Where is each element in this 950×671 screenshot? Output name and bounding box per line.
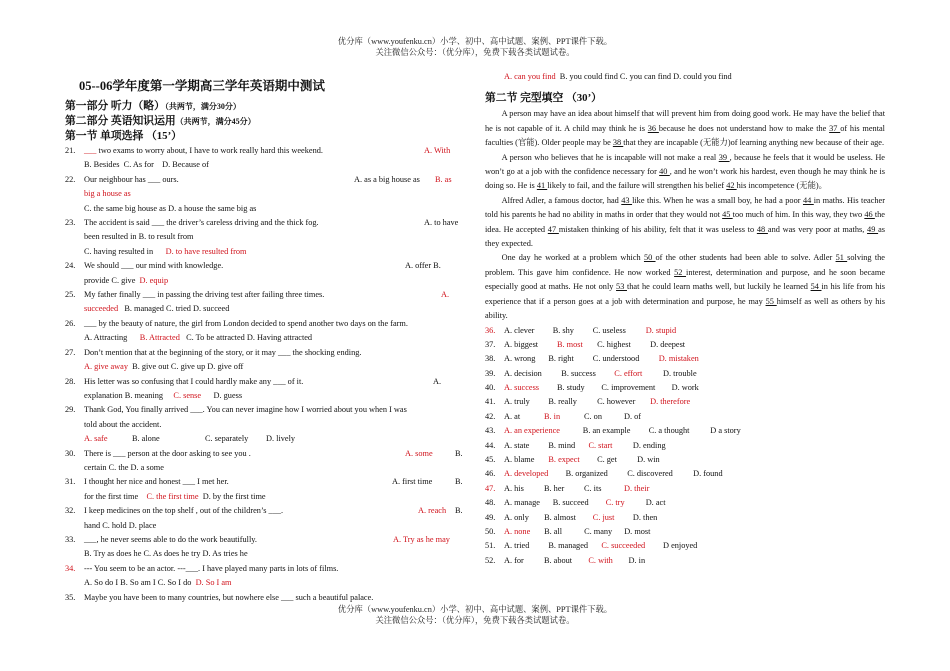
paragraph-text: himself as well as others by his ability. <box>485 296 885 321</box>
options-line2: provide C. give <box>84 275 136 285</box>
option-b: B. success <box>561 368 596 378</box>
question-number: 43. <box>485 426 496 436</box>
cloze-blank: 45 <box>722 210 733 220</box>
question-stem: His letter was so confusing that I could hardly make any ___ of it. <box>84 376 304 386</box>
paragraph-text: because he does not understand how to make the <box>658 123 830 133</box>
option-d: D. work <box>671 383 699 393</box>
option-d: D. ending <box>632 440 666 450</box>
option-b: B. <box>455 448 463 458</box>
section1-heading: 第一节 单项选择 （15’） <box>65 130 182 142</box>
cloze-blank: 51 <box>835 253 848 263</box>
question-stem-cont: told about the accident. <box>84 419 162 429</box>
right-column <box>485 70 885 568</box>
question-number: 30. <box>65 448 76 458</box>
section2-heading: 第二节 完型填空 （30’） <box>485 92 602 105</box>
option-b: B. study <box>557 383 585 393</box>
option-b: B. shy <box>552 325 574 335</box>
option-c: C. a thought <box>648 426 690 436</box>
question-number: 33. <box>65 534 76 544</box>
cloze-option-row <box>485 424 885 438</box>
option-a: A. decision <box>504 368 542 378</box>
option-c: C. highest <box>597 339 631 349</box>
part2-note: （共两节，满分45分） <box>175 117 256 126</box>
question-number: 47. <box>485 483 496 493</box>
question-number: 50. <box>485 526 496 536</box>
question-22 <box>65 173 465 216</box>
option-c: C. improvement <box>601 383 656 393</box>
paragraph-text: solving the problem. This gave him confidence. He now worked <box>485 253 885 277</box>
option-d: D. win <box>637 455 660 465</box>
option-c: C. try <box>605 498 625 508</box>
option-c: C. useless <box>592 325 626 335</box>
header-line-2: 关注微信公众号：（优分库），免费下载各类试题试卷。 <box>375 47 575 57</box>
option-b: B. all <box>544 526 563 536</box>
paragraph-text: like this. When he was a small boy, he had a poor <box>632 195 803 205</box>
cloze-blank: 43 <box>621 195 633 205</box>
option-a: A. biggest <box>504 339 539 349</box>
question-number: 42. <box>485 411 496 421</box>
cloze-option-row <box>485 367 885 381</box>
cloze-option-row <box>485 554 885 568</box>
option-d: D. guess <box>213 390 243 400</box>
option-d: D a story <box>710 426 741 436</box>
question-stem: Don’t mention that at the beginning of the story, or it may ___ the shocking ending. <box>84 347 362 357</box>
page-footer <box>0 605 950 626</box>
option-c: C. having resulted in <box>84 246 154 256</box>
question-35-options <box>485 70 885 84</box>
footer-line-1: 优分库（www.youfenku.cn）小学、初中、高中试题、案例、PPT课件下载。 <box>337 605 613 614</box>
option-c: C. start <box>588 440 613 450</box>
cloze-blank: 40 <box>659 167 670 177</box>
option-b: B. as <box>435 174 452 184</box>
paragraph-text: A person may have an idea about himself that will prevent him from doing good work. He may have the belief that he is not capable of it. A child may think he is <box>485 109 885 133</box>
cloze-blank: 42 <box>726 181 737 191</box>
option-c: C. many <box>584 526 613 536</box>
paragraph-text: , and he won’t work his hardest, even though he may think he is doing so. He is <box>485 167 886 191</box>
cloze-blank: 49 <box>867 224 879 234</box>
paragraph-text: the idea. He accepted <box>485 210 885 234</box>
options-bcd: B. managed C. tried D. succeed <box>124 304 230 314</box>
question-33 <box>65 533 465 562</box>
cloze-option-row <box>485 482 885 496</box>
option-c: C. effort <box>614 368 643 378</box>
option-d: D. stupid <box>645 325 677 335</box>
option-a: A. reach <box>418 506 447 516</box>
part1-note: （共两节，满分30分） <box>164 102 241 111</box>
question-number: 48. <box>485 498 496 508</box>
option-c: C. separately <box>205 434 249 444</box>
option-a: A. <box>433 376 442 386</box>
question-number: 21. <box>65 146 76 155</box>
option-a: A. safe <box>84 434 108 444</box>
option-c: C. just <box>592 512 615 522</box>
cloze-paragraph-1 <box>485 107 885 150</box>
option-c: C. sense <box>173 390 202 400</box>
question-stem: Thank God, You finally arrived ___. You can never imagine how I worried about you when I was <box>84 405 407 415</box>
paragraph-text: of the other students had been able to solve. Adler <box>655 253 836 263</box>
page-header <box>0 37 950 58</box>
option-a: A. for <box>504 555 524 565</box>
option-d: D. found <box>693 469 723 479</box>
cloze-blank: 53 <box>616 282 627 292</box>
options-abc: A. So do I B. So am I C. So I do <box>84 578 192 588</box>
option-a: A. offer B. <box>405 261 441 271</box>
cloze-blank: 47 <box>547 224 559 234</box>
question-stem: My father finally ___ in passing the driving test after failing three times. <box>84 290 325 300</box>
paragraph-text: in maths. His teacher told his parents he had no ability in maths in order that they would not <box>485 195 885 220</box>
cloze-option-row <box>485 511 885 525</box>
cloze-option-row <box>485 525 885 539</box>
option-d: D. by the first time <box>202 491 266 501</box>
option-a: A. Try as he may <box>393 534 450 544</box>
question-stem: two exams to worry about, I have to work really hard this weekend. <box>96 146 323 155</box>
question-30 <box>65 447 465 476</box>
question-28 <box>65 375 465 404</box>
option-c: C. As for <box>123 160 154 170</box>
cloze-paragraph-4 <box>485 251 885 323</box>
blank: ___ <box>84 146 97 155</box>
options-cd: C. To be attracted D. Having attracted <box>186 333 313 343</box>
option-b: B. Besides <box>84 160 120 170</box>
options-line2: hand C. hold D. place <box>84 520 157 530</box>
options-bcd: B. Try as does he C. As does he try D. As tries he <box>84 549 248 559</box>
question-35 <box>65 591 465 605</box>
cloze-blank: 52 <box>674 267 687 277</box>
cloze-blank: 54 <box>810 282 822 292</box>
paragraph-text: that they are incapable (无能力)of learning anything new because of their age. <box>623 138 885 148</box>
option-c: C. discovered <box>627 469 673 479</box>
paragraph-text: , because he feels that it would be useless. He won’t go at a job with the confidence necessary for <box>485 152 885 177</box>
question-stem: I thought her nice and honest ___ I met her. <box>84 477 229 487</box>
question-number: 31. <box>65 477 76 487</box>
option-a: A. can you find <box>504 72 556 81</box>
question-29 <box>65 403 465 446</box>
question-23 <box>65 216 465 259</box>
option-d: D. in <box>628 555 646 565</box>
option-b: B. <box>455 506 463 516</box>
paragraph-text: of his mental faculties (官能). Older people may be <box>485 123 885 148</box>
option-a: A. state <box>504 440 530 450</box>
option-c: C. on <box>584 411 602 421</box>
cloze-blank: 46 <box>864 210 875 220</box>
cloze-option-row <box>485 467 885 481</box>
paragraph-text: in his life from his experience that if a person goes at a job with determination and purpose, he may <box>485 282 885 306</box>
paragraph-text: mistaken thinking of his ability, felt that it was useless to <box>558 224 757 234</box>
question-34 <box>65 562 465 591</box>
option-d: D. lively <box>266 434 296 444</box>
question-number: 29. <box>65 405 76 415</box>
question-number: 22. <box>65 174 76 184</box>
option-a: A. at <box>504 411 521 421</box>
option-b: B. alone <box>132 434 160 444</box>
footer-line-2: 关注微信公众号：（优分库），免费下载各类试题试卷。 <box>375 615 575 625</box>
question-number: 51. <box>485 541 496 551</box>
option-a: A. first time <box>392 477 433 487</box>
option-d: D. mistaken <box>658 354 699 364</box>
paragraph-text: likely to fail, and the failure will strengthen his belief <box>547 181 727 191</box>
header-line-1: 优分库（www.youfenku.cn）小学、初中、高中试题、案例、PPT课件下载。 <box>337 37 613 46</box>
option-b: B. mind <box>548 440 576 450</box>
question-21 <box>65 144 465 173</box>
left-column <box>65 77 465 605</box>
option-a: A. only <box>504 512 529 522</box>
question-number: 45. <box>485 455 496 465</box>
question-number: 37. <box>485 339 496 349</box>
option-a: A. an experience <box>504 426 560 436</box>
option-a: A. tried <box>504 541 530 551</box>
question-25 <box>65 288 465 317</box>
option-d: D. trouble <box>663 368 697 378</box>
cloze-option-row <box>485 338 885 352</box>
question-number: 25. <box>65 290 76 300</box>
option-c: C. succeeded <box>601 541 646 551</box>
option-b-cont: big a house as <box>84 189 131 199</box>
question-stem: There is ___ person at the door asking to see you . <box>84 448 251 458</box>
option-b: B. expect <box>548 455 580 465</box>
cloze-option-row <box>485 539 885 553</box>
question-stem: I keep medicines on the top shelf , out of the children’s ___. <box>84 506 284 516</box>
cloze-blank: 39 <box>718 152 730 162</box>
question-stem: We should ___ our mind with knowledge. <box>84 261 224 271</box>
cloze-paragraph-3 <box>485 194 885 252</box>
option-d: D enjoyed <box>663 541 698 551</box>
question-number: 32. <box>65 506 76 516</box>
part1-label: 第一部分 听力（略） <box>65 100 165 112</box>
option-d: D. act <box>645 498 666 508</box>
question-number: 40. <box>485 383 496 393</box>
cloze-option-row <box>485 352 885 366</box>
option-d: D. then <box>632 512 658 522</box>
cloze-blank: 36 <box>647 123 659 133</box>
question-number: 36. <box>485 325 496 335</box>
option-a: A. as a big house as <box>354 174 420 184</box>
question-stem: Our neighbour has ___ ours. <box>84 174 179 184</box>
question-number: 26. <box>65 318 76 328</box>
option-b: B. organized <box>565 469 608 479</box>
cloze-blank: 38 <box>612 138 624 148</box>
option-b: B. <box>455 477 463 487</box>
question-stem: ___ by the beauty of nature, the girl from London decided to spend another two days on the farm. <box>84 318 408 328</box>
cloze-blank: 41 <box>536 181 548 191</box>
option-b: B. right <box>548 354 574 364</box>
cloze-option-row <box>485 381 885 395</box>
question-stem: --- You seem to be an actor. ---___. I have played many parts in lots of films. <box>84 563 339 573</box>
options-ab: explanation B. meaning <box>84 390 164 400</box>
option-d: D. So I am <box>195 578 232 588</box>
cloze-blank: 55 <box>765 296 777 306</box>
option-a: A. blame <box>504 455 535 465</box>
options-line2: been resulted in B. to result from <box>84 232 194 242</box>
option-a: A. Attracting <box>84 333 128 343</box>
paragraph-text: as they expected. <box>485 224 886 249</box>
question-26 <box>65 317 465 346</box>
option-c: C. with <box>588 555 613 565</box>
options-cd: C. the same big house as D. a house the same big as <box>84 203 257 213</box>
question-number: 28. <box>65 376 76 386</box>
question-number: 23. <box>65 218 76 228</box>
option-d: D. of <box>624 411 642 421</box>
option-a: A. none <box>504 526 531 536</box>
option-b-cont: for the first time <box>84 491 139 501</box>
option-a-cont: succeeded <box>84 304 119 314</box>
option-c: C. however <box>597 397 636 407</box>
cloze-option-row <box>485 496 885 510</box>
question-number: 52. <box>485 555 496 565</box>
question-stem: ___, he never seems able to do the work beautifully. <box>84 534 257 544</box>
options-bcd: B. you could find C. you can find D. could you find <box>559 72 732 81</box>
question-number: 38. <box>485 354 496 364</box>
paragraph-text: and was very poor at maths, <box>767 224 868 234</box>
cloze-blank: 50 <box>643 253 656 263</box>
option-a: A. wrong <box>504 354 536 364</box>
cloze-blank: 37 <box>829 123 841 133</box>
question-number: 27. <box>65 347 76 357</box>
question-24 <box>65 259 465 288</box>
question-number: 41. <box>485 397 496 407</box>
part2-heading <box>65 114 465 129</box>
question-number: 46. <box>485 469 496 479</box>
option-a: A. some <box>405 448 433 458</box>
cloze-option-row <box>485 395 885 409</box>
option-a: A. his <box>504 483 524 493</box>
question-number: 34. <box>65 563 76 573</box>
question-31 <box>65 475 465 504</box>
option-a: A. <box>441 290 450 300</box>
option-b: B. an example <box>582 426 631 436</box>
option-d: D. their <box>624 483 650 493</box>
paragraph-text: that he could learn maths well, but luckily he learned <box>626 282 811 292</box>
cloze-blank: 44 <box>802 195 814 205</box>
option-c: C. get <box>597 455 617 465</box>
paragraph-text: A person who believes that he is incapable will not make a real <box>501 152 719 162</box>
part1-heading <box>65 99 465 114</box>
options-line2: certain C. the D. a some <box>84 462 164 472</box>
option-b: B. really <box>548 397 577 407</box>
option-c: C. its <box>584 483 602 493</box>
question-number: 44. <box>485 440 496 450</box>
question-27 <box>65 346 465 375</box>
exam-title: 05--06学年度第一学期高三学年英语期中测试 <box>79 79 325 93</box>
question-stem: Maybe you have been to many countries, but nowhere else ___ such a beautiful palace. <box>84 592 374 602</box>
question-number: 35. <box>65 592 76 602</box>
option-d: D. equip <box>139 275 169 285</box>
part2-label: 第二部分 英语知识运用 <box>65 115 176 127</box>
option-a: A. clever <box>504 325 535 335</box>
option-a: A. manage <box>504 498 540 508</box>
option-b: B. her <box>544 483 565 493</box>
paragraph-text: interest, determination and purpose, and he soon became especially good at maths. He not only <box>485 267 886 292</box>
option-a: A. give away <box>84 362 129 372</box>
option-b: B. succeed <box>552 498 589 508</box>
paragraph-text: too much of him. In this way, they two <box>732 210 865 220</box>
option-c: C. the first time <box>146 491 199 501</box>
paragraph-text: Alfred Adler, a famous doctor, had <box>501 195 622 205</box>
question-32 <box>65 504 465 533</box>
options-bcd: B. give out C. give up D. give off <box>132 362 244 372</box>
cloze-option-row <box>485 439 885 453</box>
option-d: D. deepest <box>650 339 686 349</box>
option-a: A. success <box>504 383 540 393</box>
cloze-option-row <box>485 453 885 467</box>
option-b: B. Attracted <box>139 333 180 343</box>
question-number: 39. <box>485 368 496 378</box>
option-b: B. managed <box>548 541 589 551</box>
question-number: 24. <box>65 261 76 271</box>
option-b: B. in <box>544 411 561 421</box>
option-b: B. most <box>557 339 583 349</box>
paragraph-text: his incompetence (无能)。 <box>736 181 827 191</box>
cloze-option-row <box>485 324 885 338</box>
paragraph-text: One day he worked at a problem which <box>501 253 644 263</box>
cloze-blank: 48 <box>756 224 768 234</box>
cloze-options <box>485 324 885 569</box>
cloze-option-row <box>485 410 885 424</box>
option-d: D. most <box>624 526 651 536</box>
question-stem: The accident is said ___ the driver’s careless driving and the thick fog. <box>84 218 319 228</box>
option-a: A. truly <box>504 397 530 407</box>
option-c: C. understood <box>592 354 640 364</box>
option-d: D. therefore <box>650 397 691 407</box>
option-b: B. about <box>544 555 573 565</box>
question-number: 49. <box>485 512 496 522</box>
option-b: B. almost <box>544 512 576 522</box>
option-d: D. Because of <box>162 160 209 170</box>
option-d: D. to have resulted from <box>165 246 247 256</box>
option-a: A. developed <box>504 469 549 479</box>
cloze-paragraph-2 <box>485 151 885 194</box>
option-a: A. to have <box>424 218 459 228</box>
option-a: A. With <box>424 146 451 155</box>
